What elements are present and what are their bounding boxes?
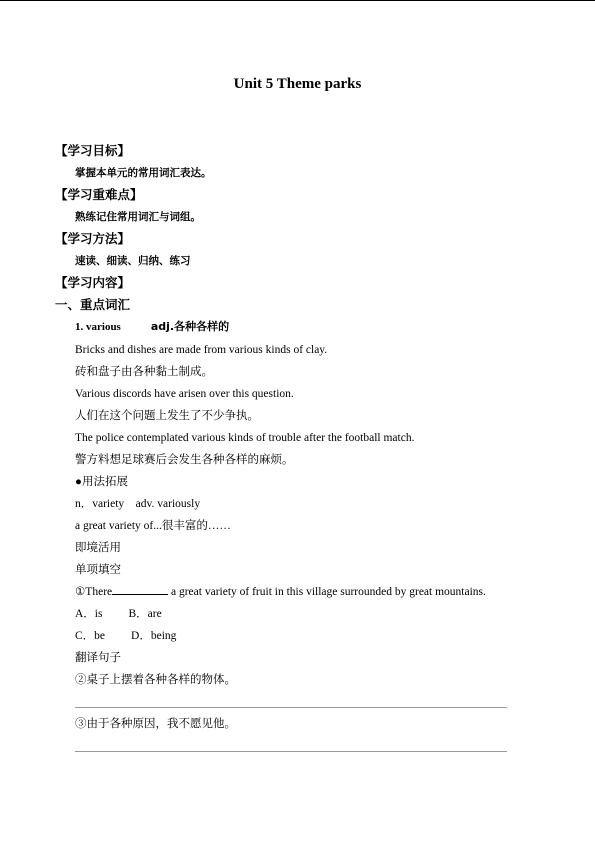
vocab-entry	[75, 319, 229, 335]
vocab-term: 1. various	[75, 321, 121, 333]
extension-heading: ●用法拓展	[75, 476, 128, 488]
methods-heading: 【学习方法】	[55, 231, 131, 246]
example-sentence-zh: 砖和盘子由各种黏土制成。	[75, 366, 213, 378]
part-one-heading: 一、重点词汇	[55, 297, 131, 312]
example-sentence-en: Bricks and dishes are made from various kinds of clay.	[75, 344, 328, 356]
question-one	[75, 584, 486, 600]
example-sentence-en: Various discords have arisen over this question.	[75, 388, 294, 400]
objectives-heading: 【学习目标】	[55, 143, 131, 158]
derivatives-line: n．variety adv. variously	[75, 498, 201, 510]
example-sentence-en: The police contemplated various kinds of trouble after the football match.	[75, 432, 415, 444]
question-one-end: a great variety of fruit in this village surrounded by great mountains.	[171, 586, 486, 598]
vocab-definition: adj.各种各样的	[150, 320, 230, 333]
option-d: D．being	[131, 630, 177, 642]
options-row-two	[75, 628, 176, 644]
question-two: ②桌子上摆着各种各样的物体。	[75, 674, 236, 686]
answer-line[interactable]	[75, 751, 507, 752]
content-heading: 【学习内容】	[55, 275, 131, 290]
page-top-border	[0, 0, 595, 1]
answer-blank[interactable]	[112, 584, 168, 595]
objectives-text: 掌握本单元的常用词汇表达。	[75, 167, 212, 179]
option-a: A．is	[75, 608, 103, 620]
single-choice-heading: 单项填空	[75, 564, 121, 576]
options-row-one	[75, 606, 162, 622]
key-points-text: 熟练记住常用词汇与词组。	[75, 211, 201, 223]
example-sentence-zh: 人们在这个问题上发生了不少争执。	[75, 410, 259, 422]
translate-heading: 翻译句子	[75, 652, 121, 664]
practice-heading: 即境活用	[75, 542, 121, 554]
option-b: B．are	[128, 608, 162, 620]
question-one-start: ①There	[75, 586, 113, 598]
page-title: Unit 5 Theme parks	[233, 76, 362, 92]
example-sentence-zh: 警方料想足球赛后会发生各种各样的麻烦。	[75, 454, 294, 466]
question-three: ③由于各种原因，我不愿见他。	[75, 718, 236, 730]
option-c: C．be	[75, 630, 106, 642]
phrase-line: a great variety of...很丰富的……	[75, 520, 231, 532]
key-points-heading: 【学习重难点】	[55, 187, 143, 202]
methods-text: 速读、细读、归纳、练习	[75, 255, 191, 267]
answer-line[interactable]	[75, 707, 507, 708]
